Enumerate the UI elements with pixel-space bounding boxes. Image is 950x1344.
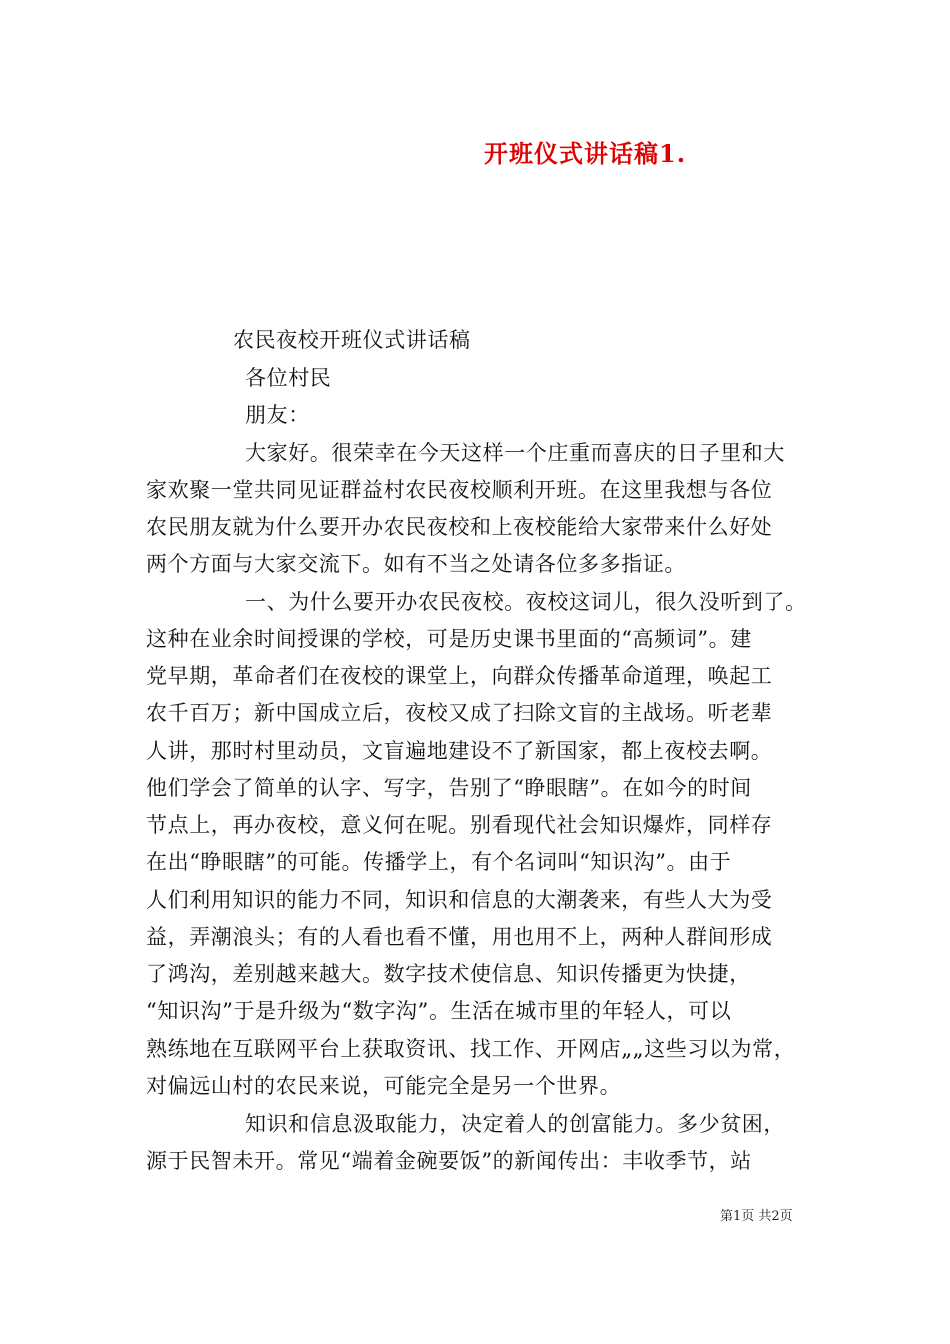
paragraph-line: 一、为什么要开办农民夜校。夜校这词儿，很久没听到了。 (245, 590, 807, 614)
paragraph-line: “知识沟”于是升级为“数字沟”。生活在城市里的年轻人，可以 (146, 999, 732, 1023)
paragraph-line: 这种在业余时间授课的学校，可是历史课书里面的“高频词”。建 (146, 627, 752, 651)
paragraph-line: 了鸿沟，差别越来越大。数字技术使信息、知识传播更为快捷， (146, 962, 751, 986)
paragraph-line: 大家好。很荣幸在今天这样一个庄重而喜庆的日子里和大 (245, 441, 785, 465)
paragraph-line: 家欢聚一堂共同见证群益村农民夜校顺利开班。在这里我想与各位 (146, 478, 773, 502)
paragraph-line: 节点上，再办夜校，意义何在呢。别看现代社会知识爆炸，同样存 (146, 813, 773, 837)
paragraph-line: 益，弄潮浪头；有的人看也看不懂，用也用不上，两种人群间形成 (146, 925, 773, 949)
paragraph-line: 对偏远山村的农民来说，可能完全是另一个世界。 (146, 1074, 622, 1098)
paragraph-line: 熟练地在互联网平台上获取资讯、找工作、开网店„„这些习以为常， (146, 1037, 796, 1061)
paragraph-line: 他们学会了简单的认字、写字，告别了“睁眼瞎”。在如今的时间 (146, 776, 752, 800)
paragraph-line: 知识和信息汲取能力，决定着人的创富能力。多少贫困， (245, 1112, 785, 1136)
paragraph-line: 党早期，革命者们在夜校的课堂上，向群众传播革命道理，唤起工 (146, 664, 773, 688)
paragraph-line: 源于民智未开。常见“端着金碗要饭”的新闻传出：丰收季节，站 (146, 1149, 752, 1173)
salutation-line: 各位村民 (245, 366, 332, 390)
paragraph-line: 两个方面与大家交流下。如有不当之处请各位多多指证。 (146, 552, 686, 576)
paragraph-line: 农民朋友就为什么要开办农民夜校和上夜校能给大家带来什么好处 (146, 515, 773, 539)
paragraph-line: 在出“睁眼瞎”的可能。传播学上，有个名词叫“知识沟”。由于 (146, 850, 732, 874)
paragraph-line: 人们利用知识的能力不同，知识和信息的大潮袭来，有些人大为受 (146, 888, 773, 912)
paragraph-line: 农千百万；新中国成立后，夜校又成了扫除文盲的主战场。听老辈 (146, 701, 773, 725)
salutation-line: 朋友： (245, 403, 310, 427)
page-title: 开班仪式讲话稿1. (484, 139, 687, 168)
document-heading: 农民夜校开班仪式讲话稿 (233, 328, 471, 352)
page-footer: 第1页 共2页 (720, 1209, 793, 1224)
paragraph-line: 人讲，那时村里动员，文盲遍地建设不了新国家，都上夜校去啊。 (146, 739, 773, 763)
